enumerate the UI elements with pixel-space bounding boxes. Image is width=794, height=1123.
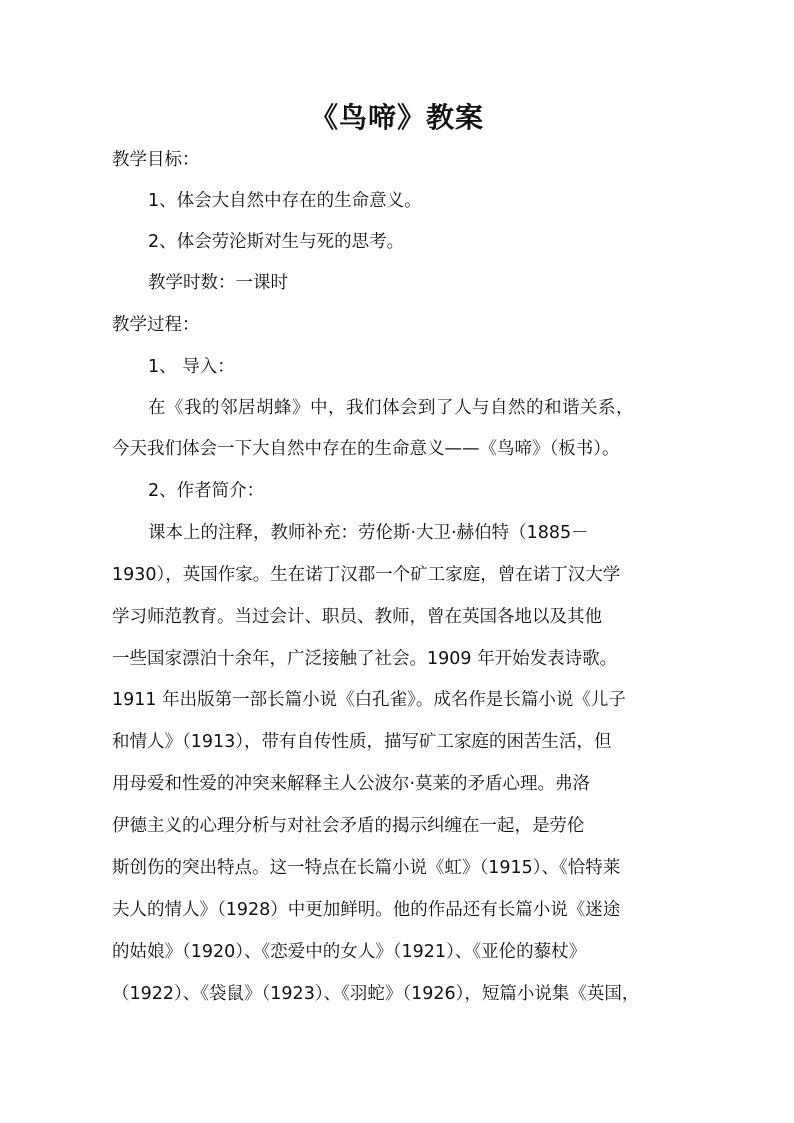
process-step-heading: 1、 导入： [148, 357, 235, 377]
objective-item: 2、体会劳沦斯对生与死的思考。 [148, 232, 405, 252]
body-text-line: 在《我的邻居胡蜂》中，我们体会到了人与自然的和谐关系， [148, 398, 634, 418]
objective-item: 1、体会大自然中存在的生命意义。 [148, 191, 422, 211]
section-heading-process: 教学过程： [112, 315, 200, 335]
body-text-line: 夫人的情人》（1928）中更加鲜明。他的作品还有长篇小说《迷途 [112, 900, 621, 920]
body-text-line: 今天我们体会一下大自然中存在的生命意义——《鸟啼》（板书）。 [112, 439, 620, 459]
body-text-line: 学习师范教育。当过会计、职员、教师，曾在英国各地以及其他 [112, 607, 602, 627]
section-heading-objectives: 教学目标： [112, 150, 200, 170]
body-text-line: 一些国家漂泊十余年，广泛接触了社会。1909 年开始发表诗歌。 [112, 649, 618, 669]
page-title: 《鸟啼》教案 [309, 101, 484, 134]
body-text-line: 伊德主义的心理分析与对社会矛盾的揭示纠缠在一起，是劳伦 [112, 816, 585, 836]
body-text-line: 课本上的注释，教师补充：劳伦斯·大卫·赫伯特（1885－ [148, 523, 589, 543]
body-text-line: 1911 年出版第一部长篇小说《白孔雀》。成名作是长篇小说《儿子 [112, 690, 626, 710]
body-text-line: （1922）、《袋鼠》（1923）、《羽蛇》（1926），短篇小说集《英国， [112, 984, 640, 1004]
body-text-line: 和情人》（1913），带有自传性质，描写矿工家庭的困苦生活，但 [112, 732, 612, 752]
body-text-line: 1930），英国作家。生在诺丁汉郡一个矿工家庭，曾在诺丁汉大学 [112, 565, 621, 585]
class-hours-line: 教学时数：一课时 [148, 273, 288, 293]
body-text-line: 的姑娘》（1920）、《恋爱中的女人》（1921）、《亚伦的藜杖》 [112, 942, 587, 962]
body-text-line: 用母爱和性爱的冲突来解释主人公波尔·莫莱的矛盾心理。弗洛 [112, 774, 591, 794]
process-step-heading: 2、作者简介： [148, 481, 265, 501]
body-text-line: 斯创伤的突出特点。这一特点在长篇小说《虹》（1915）、《恰特莱 [112, 858, 621, 878]
